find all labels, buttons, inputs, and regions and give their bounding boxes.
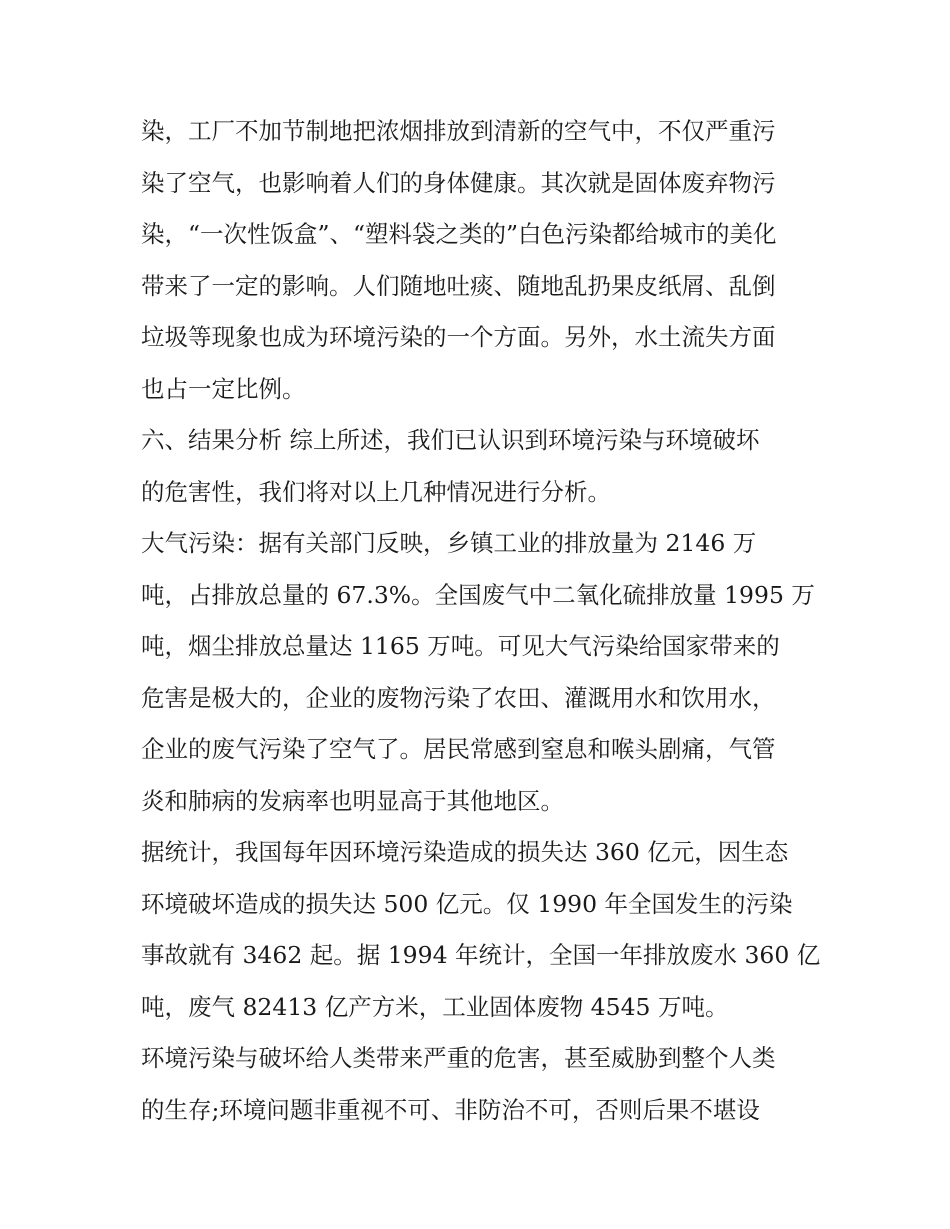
text-line: 大气污染：据有关部门反映，乡镇工业的排放量为 2146 万 <box>141 529 757 557</box>
text-line: 染，工厂不加节制地把浓烟排放到清新的空气中，不仅严重污 <box>141 117 776 145</box>
text-line: 的危害性，我们将对以上几种情况进行分析。 <box>141 477 611 506</box>
text-line: 的生存;环境问题非重视不可、非防治不可，否则后果不堪设 <box>141 1095 760 1124</box>
text-line: 危害是极大的，企业的废物污染了农田、灌溉用水和饮用水， <box>141 683 776 712</box>
text-line: 炎和肺病的发病率也明显高于其他地区。 <box>141 786 564 815</box>
section-heading-line: 六、结果分析 综上所述，我们已认识到环境污染与环境破坏 <box>141 426 760 454</box>
text-line: 染，“一次性饭盒”、“塑料袋之类的”白色污染都给城市的美化 <box>141 220 777 248</box>
text-line: 吨，废气 82413 亿产方米，工业固体废物 4545 万吨。 <box>141 992 729 1021</box>
text-line: 也占一定比例。 <box>141 374 306 403</box>
text-line: 企业的废气污染了空气了。居民常感到窒息和喉头剧痛，气管 <box>141 735 776 763</box>
text-line: 垃圾等现象也成为环境污染的一个方面。另外，水土流失方面 <box>141 323 776 351</box>
text-line: 染了空气，也影响着人们的身体健康。其次就是固体废弃物污 <box>141 168 776 197</box>
body-text <box>141 106 821 1136</box>
text-line: 事故就有 3462 起。据 1994 年统计，全国一年排放废水 360 亿 <box>141 941 821 969</box>
text-line: 环境污染与破坏给人类带来严重的危害，甚至威胁到整个人类 <box>141 1044 776 1072</box>
text-line: 吨，烟尘排放总量达 1165 万吨。可见大气污染给国家带来的 <box>141 632 780 660</box>
text-line: 带来了一定的影响。人们随地吐痰、随地乱扔果皮纸屑、乱倒 <box>141 271 776 300</box>
text-line: 据统计，我国每年因环境污染造成的损失达 360 亿元，因生态 <box>141 838 789 866</box>
text-line: 吨，占排放总量的 67.3%。全国废气中二氧化硫排放量 1995 万 <box>141 580 815 609</box>
text-line: 环境破坏造成的损失达 500 亿元。仅 1990 年全国发生的污染 <box>141 889 793 918</box>
